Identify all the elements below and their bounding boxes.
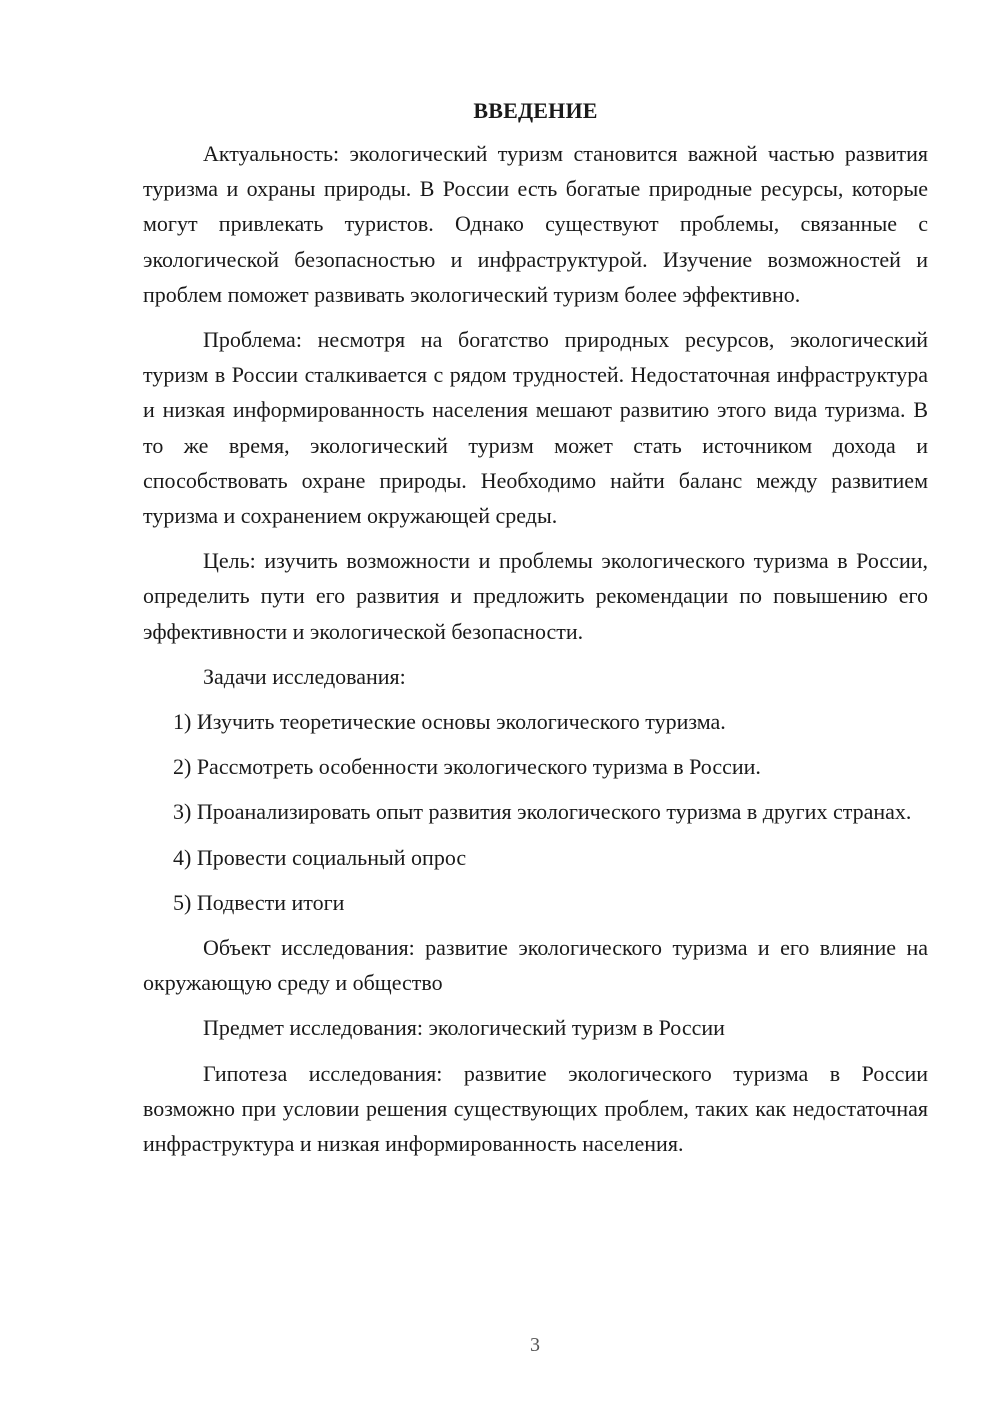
object-paragraph: Объект исследования: развитие экологического туризма и его влияние на окружающую среду и общество — [143, 935, 928, 996]
relevance-paragraph: Актуальность: экологический туризм становится важной частью развития туризма и охраны природы. В России есть богатые природные ресурсы, которые могут привлекать туристов. Однако существуют проблемы, связанные с экологической безопасностью и инфраструктурой. Изучение возможностей и проблем поможет развивать экологический туризм более эффективно. — [143, 141, 928, 307]
tasks-heading: Задачи исследования: — [203, 663, 406, 689]
task-item-1: 1) Изучить теоретические основы экологического туризма. — [173, 709, 726, 735]
task-item-2: 2) Рассмотреть особенности экологического туризма в России. — [173, 754, 761, 780]
subject-paragraph: Предмет исследования: экологический туризм в России — [203, 1015, 725, 1041]
task-item-4: 4) Провести социальный опрос — [173, 844, 467, 870]
goal-paragraph: Цель: изучить возможности и проблемы экологического туризма в России, определить пути его развития и предложить рекомендации по повышению его эффективности и экологической безопасности. — [143, 548, 928, 644]
problem-paragraph: Проблема: несмотря на богатство природных ресурсов, экологический туризм в России сталкивается с рядом трудностей. Недостаточная инфраструктура и низкая информированность населения мешают развитию этого вида туризма. В то же время, экологический туризм может стать источником дохода и способствовать охране природы. Необходимо найти баланс между развитием туризма и сохранением окружающей среды. — [143, 327, 928, 529]
section-title: ВВЕДЕНИЕ — [473, 98, 598, 123]
page-number: 3 — [530, 1334, 540, 1356]
task-item-5: 5) Подвести итоги — [173, 889, 345, 915]
hypothesis-paragraph: Гипотеза исследования: развитие экологического туризма в России возможно при условии решения существующих проблем, таких как недостаточная инфраструктура и низкая информированность населения. — [143, 1060, 928, 1157]
task-item-3: 3) Проанализировать опыт развития экологического туризма в других странах. — [173, 799, 912, 825]
document-page — [143, 96, 928, 1171]
